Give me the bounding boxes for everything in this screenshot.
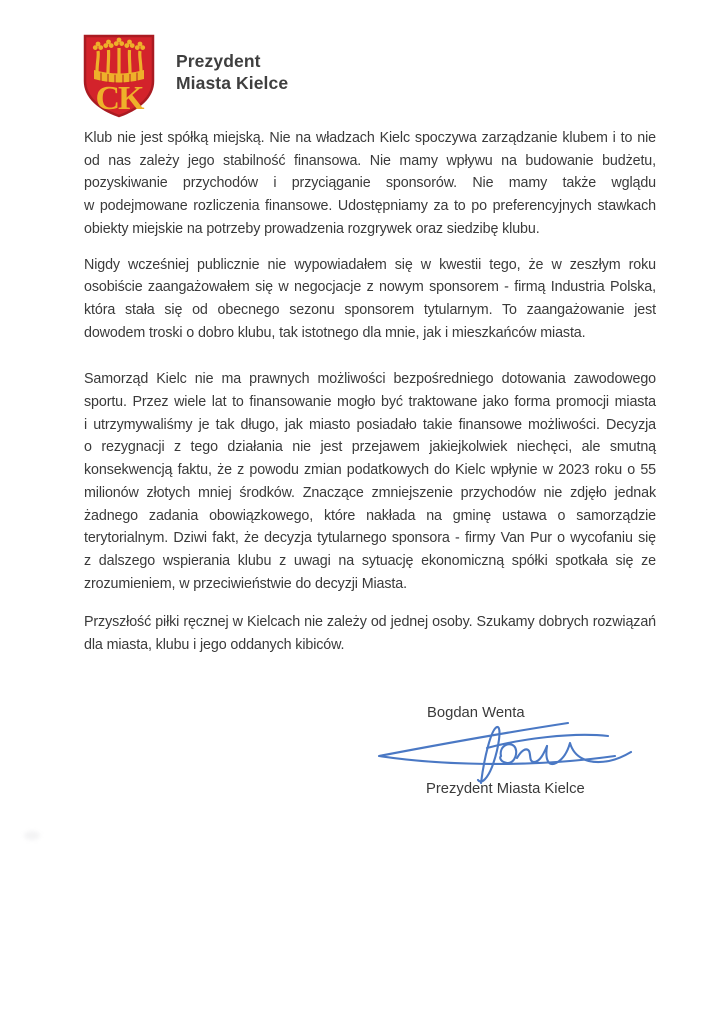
- letter-body: [84, 127, 656, 657]
- letterhead-title-line1: Prezydent: [176, 51, 261, 71]
- paragraph-closing: Przyszłość piłki ręcznej w Kielcach nie zależy od jednej osoby. Szukamy dobrych rozwiązań dla miasta, klubu i jego oddanych kibiców.: [84, 614, 656, 654]
- kielce-coat-of-arms-icon: [82, 33, 156, 119]
- paragraph-club-ownership: Klub nie jest spółką miejską. Nie na władzach Kielc spoczywa zarządzanie klubem i to nie od nas zależy jego stabilność finansowa. Nie mamy wpływu na budowanie budżetu, pozyskiwanie przychodów i przyciąganie sponsorów. Nie mamy także wglądu w podejmowane rozliczenia finansowe. Udostępniamy za to po preferencyjnych stawkach obiekty miejskie na potrzeby prowadzenia rozgrywek oraz siedzibę klubu.: [84, 130, 656, 237]
- signer-title: Prezydent Miasta Kielce: [426, 781, 585, 797]
- letterhead: [82, 33, 288, 119]
- signature-block: [370, 705, 645, 805]
- scan-smudge: [24, 831, 40, 840]
- letterhead-title-line2: Miasta Kielce: [176, 73, 289, 93]
- letterhead-titles: [176, 33, 288, 94]
- signer-name: Bogdan Wenta: [427, 705, 525, 721]
- paragraph-sponsor-negotiations: Nigdy wcześniej publicznie nie wypowiadałem się w kwestii tego, że w zeszłym roku osobiście zaangażowałem się w negocjacje z nowym sponsorem - firmą Industria Polska, która stała się od obecnego sezonu sponsorem tytularnym. To zaangażowanie jest dowodem troski o dobro klubu, tak istotnego dla mnie, jak i mieszkańców miasta.: [84, 256, 656, 341]
- paragraph-funding-explanation: Samorząd Kielc nie ma prawnych możliwości bezpośredniego dotowania zawodowego sportu. Przez wiele lat to finansowanie mogło być traktowane jako forma promocji miasta i utrzymywaliśmy je tak długo, jak miasto posiadało takie finansowe możliwości. Decyzja o rezygnacji z tego działania nie jest przejawem jakiejkolwiek niechęci, ale smutną konsekwencją faktu, że z powodu zmian podatkowych do Kielc wpłynie w 2023 roku o 55 milionów złotych mniej środków. Znaczące zmniejszenie przychodów nie zdjęło jednak żadnego zadania obowiązkowego, które nakłada na gminę ustawa o samorządzie terytorialnym. Dziwi fakt, że decyzja tytularnego sponsora - firmy Van Pur o wycofaniu się z dalszego wspierania klubu z uwagi na sytuację ekonomiczną spółki spotkała się ze zrozumieniem, w przeciwieństwie do decyzji Miasta.: [84, 371, 656, 592]
- crest-monogram: CK: [95, 80, 143, 117]
